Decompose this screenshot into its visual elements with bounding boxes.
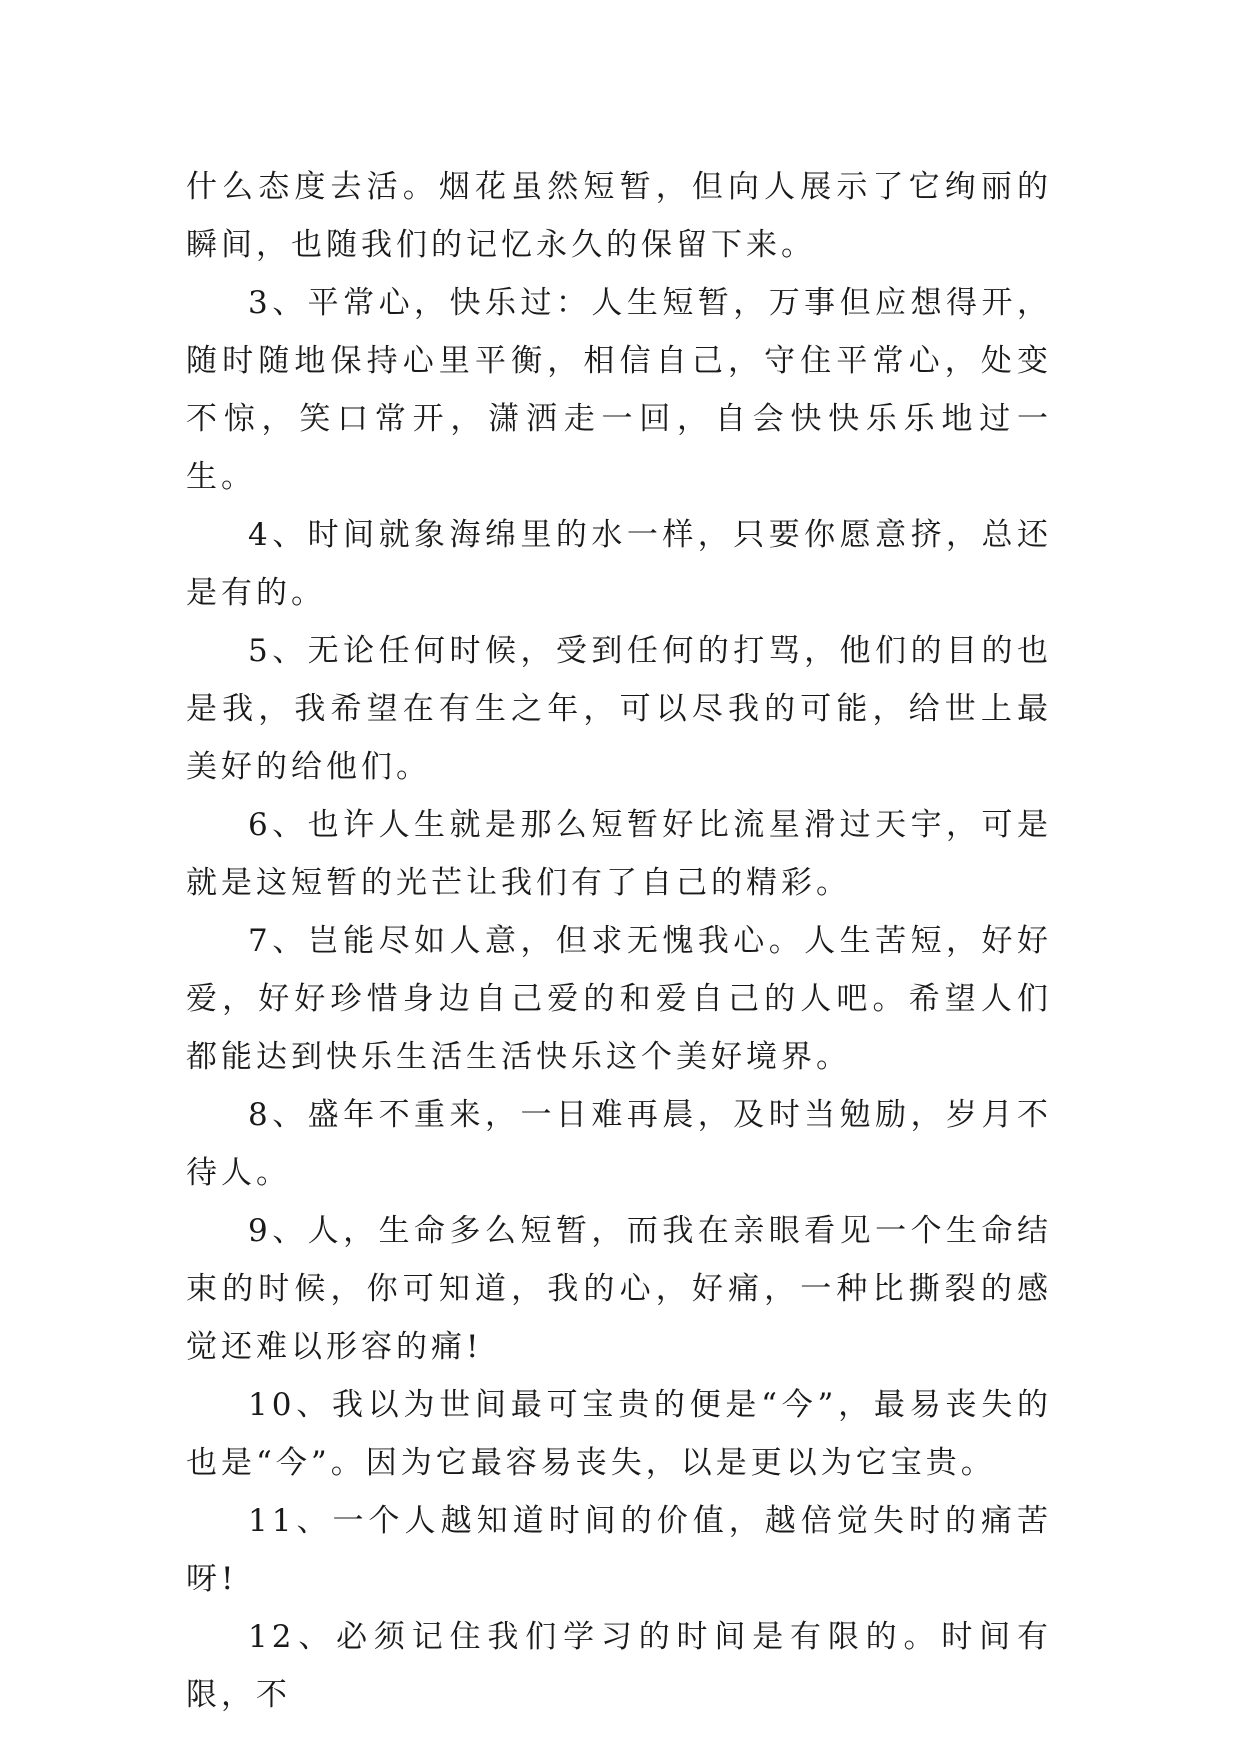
paragraph-item-9: 9、人，生命多么短暂，而我在亲眼看见一个生命结束的时候，你可知道，我的心，好痛，一种比撕裂的感觉还难以形容的痛!	[186, 1213, 1052, 1365]
paragraph-item-8: 8、盛年不重来，一日难再晨，及时当勉励，岁月不待人。	[186, 1097, 1052, 1191]
paragraph-item-6: 6、也许人生就是那么短暂好比流星滑过天宇，可是就是这短暂的光芒让我们有了自己的精彩。	[186, 807, 1052, 901]
paragraph-item-5: 5、无论任何时候，受到任何的打骂，他们的目的也是我，我希望在有生之年，可以尽我的可能，给世上最美好的给他们。	[186, 633, 1052, 785]
paragraph-item-3: 3、平常心，快乐过：人生短暂，万事但应想得开，随时随地保持心里平衡，相信自己，守住平常心，处变不惊，笑口常开，潇洒走一回，自会快快乐乐地过一生。	[186, 285, 1052, 495]
document-body	[186, 158, 1052, 1724]
paragraph-item-11: 11、一个人越知道时间的价值，越倍觉失时的痛苦呀!	[186, 1503, 1052, 1597]
paragraph-item-4: 4、时间就象海绵里的水一样，只要你愿意挤，总还是有的。	[186, 517, 1052, 611]
paragraph-item-7: 7、岂能尽如人意，但求无愧我心。人生苦短，好好爱，好好珍惜身边自己爱的和爱自己的人吧。希望人们都能达到快乐生活生活快乐这个美好境界。	[186, 923, 1052, 1075]
paragraph-continuation: 什么态度去活。烟花虽然短暂，但向人展示了它绚丽的瞬间，也随我们的记忆永久的保留下来。	[186, 169, 1052, 263]
paragraph-item-10: 10、我以为世间最可宝贵的便是“今”，最易丧失的也是“今”。因为它最容易丧失，以是更以为它宝贵。	[186, 1387, 1052, 1481]
paragraph-item-12: 12、必须记住我们学习的时间是有限的。时间有限，不	[186, 1619, 1052, 1713]
